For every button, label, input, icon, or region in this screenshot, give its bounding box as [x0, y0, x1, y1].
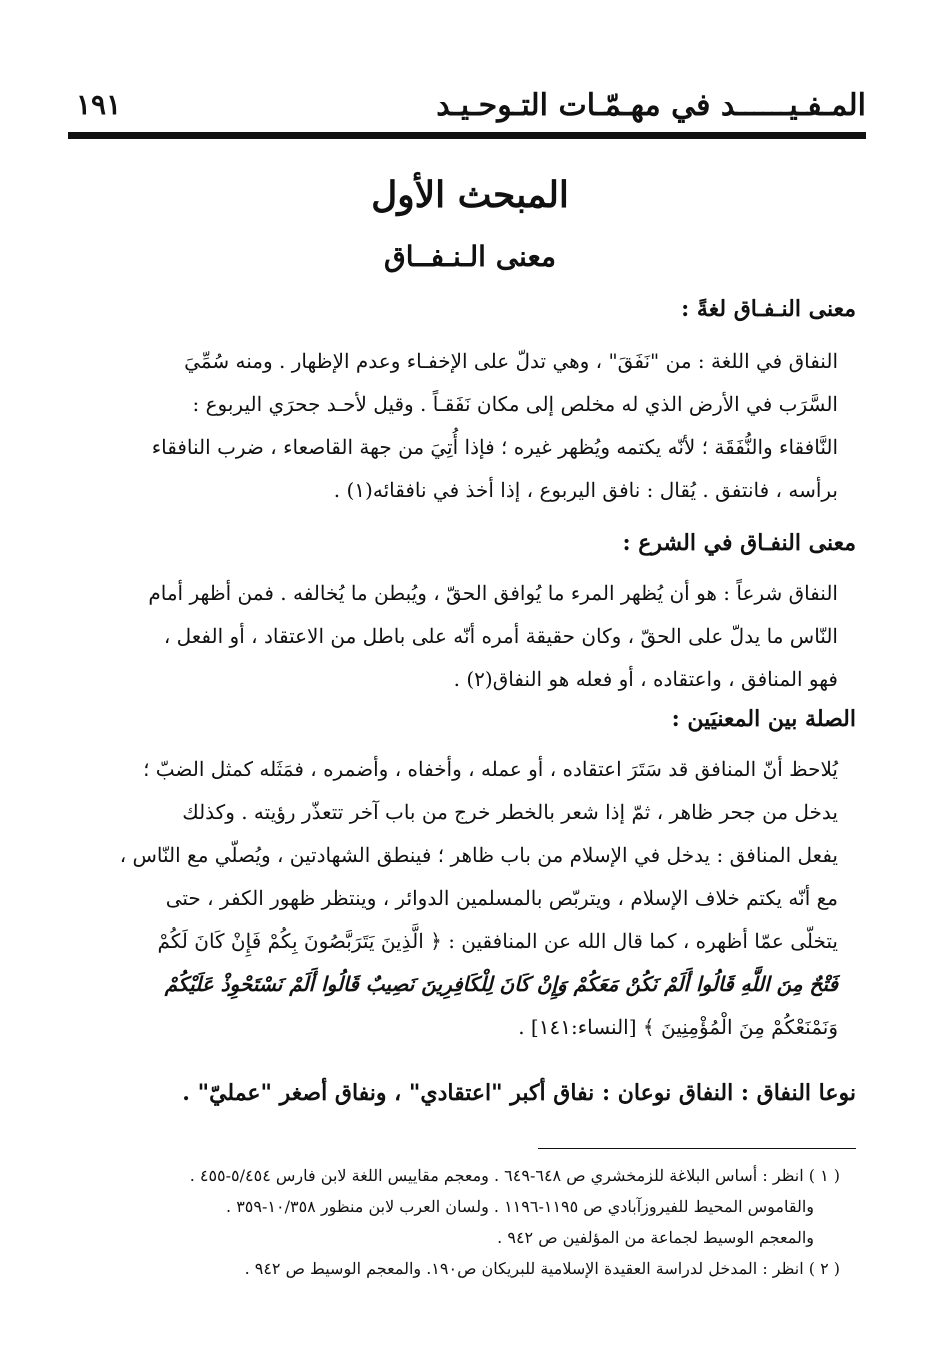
paragraph-linguistic	[78, 340, 838, 512]
text-line: النفاق شرعاً : هو أن يُظهر المرء ما يُوافق الحقّ ، ويُبطن ما يُخالفه . فمن أظهر أمام	[148, 581, 838, 605]
page-number: ١٩١	[76, 88, 122, 121]
text-line: يفعل المنافق : يدخل في الإسلام من باب ظاهر ؛ فينطق الشهادتين ، ويُصلّي مع النّاس ،	[119, 843, 838, 867]
section-heading-relation: الصلة بين المعنيَين :	[671, 706, 856, 732]
footnote-1-continued: والمعجم الوسيط لجماعة من المؤلفين ص ٩٤٢ .	[497, 1228, 814, 1247]
text-line: النفاق في اللغة : من "نَفَقَ" ، وهي تدلّ على الإخفـاء وعدم الإظهار . ومنه سُمِّيَ	[184, 349, 838, 373]
section-heading-sharia: معنى النفـاق في الشرع :	[622, 530, 856, 556]
text-line: برأسه ، فانتفق . يُقال : نافق اليربوع ، إذا أخذ في نافقائه(١) .	[333, 478, 838, 502]
text-line: النَّافقاء والنُّفَقَة ؛ لأنّه يكتمه ويُظهر غيره ؛ فإذا أُتِيَ من جهة القاصعاء ، ضرب النافقاء	[151, 435, 838, 459]
paragraph-relation	[78, 748, 838, 1049]
chapter-subtitle: معنى الـنـفــاق	[383, 240, 557, 273]
text-line: النّاس ما يدلّ على الحقّ ، وكان حقيقة أمره أنّه على باطل من الاعتقاد ، أو الفعل ،	[163, 624, 838, 648]
footnotes	[80, 1160, 840, 1284]
text-line: وَنَمْنَعْكُمْ مِنَ الْمُؤْمِنِينَ ﴾ [النساء:١٤١] .	[518, 1015, 838, 1039]
footnote-1-continued: والقاموس المحيط للفيروزآبادي ص ١١٩٥-١١٩٦ . ولسان العرب لابن منظور ١٠/٣٥٨-٣٥٩ .	[226, 1197, 814, 1216]
footnote-rule	[538, 1148, 856, 1149]
section-heading-types: نوعا النفاق : النفاق نوعان : نفاق أكبر "اعتقادي" ، ونفاق أصغر "عمليّ" .	[182, 1080, 856, 1106]
text-line: يدخل من جحر ظاهر ، ثمّ إذا شعر بالخطر خرج من باب آخر تتعذّر رؤيته . وكذلك	[182, 800, 838, 824]
text-line: فهو المنافق ، واعتقاده ، أو فعله هو النفاق(٢) .	[453, 667, 838, 691]
footnote-1: ( ١ ) انظر : أساس البلاغة للزمخشري ص ٦٤٨-٦٤٩ . ومعجم مقاييس اللغة لابن فارس ٥/٤٥٤-٤٥٥ .	[189, 1166, 840, 1185]
paragraph-sharia	[78, 572, 838, 701]
text-line: يُلاحظ أنّ المنافق قد سَتَرَ اعتقاده ، أو عمله ، وأخفاه ، وأضمره ، فمَثَله كمثل الضبّ ؛	[143, 757, 838, 781]
text-line: يتخلّى عمّا أظهره ، كما قال الله عن المنافقين : ﴿ الَّذِينَ يَتَرَبَّصُونَ بِكُمْ فَإِنْ كَانَ لَكُمْ	[157, 929, 838, 953]
quran-verse-line: فَتْحٌ مِنَ اللَّهِ قَالُوا أَلَمْ نَكُنْ مَعَكُمْ وَإِنْ كَانَ لِلْكَافِرِينَ نَصِيبٌ قَالُوا أَلَمْ نَسْتَحْوِذْ عَلَيْكُمْ	[164, 972, 838, 996]
text-line: السَّرَب في الأرض الذي له مخلص إلى مكان نَفَقـاً . وقيل لأحـد جحرَي اليربوع :	[192, 392, 838, 416]
footnote-2: ( ٢ ) انظر : المدخل لدراسة العقيدة الإسلامية للبريكان ص١٩٠. والمعجم الوسيط ص ٩٤٢ .	[244, 1259, 840, 1278]
header-rule	[68, 132, 866, 139]
section-heading-linguistic: معنى النـفـاق لغةً :	[681, 296, 856, 322]
chapter-title: المبحث الأول	[371, 174, 569, 216]
text-line: مع أنّه يكتم خلاف الإسلام ، ويتربّص بالمسلمين الدوائر ، وينتظر ظهور الكفر ، حتى	[165, 886, 838, 910]
running-header	[68, 88, 866, 130]
running-title: المـفـيــــــد في مهـمّـات التـوحـيـد	[436, 88, 866, 123]
